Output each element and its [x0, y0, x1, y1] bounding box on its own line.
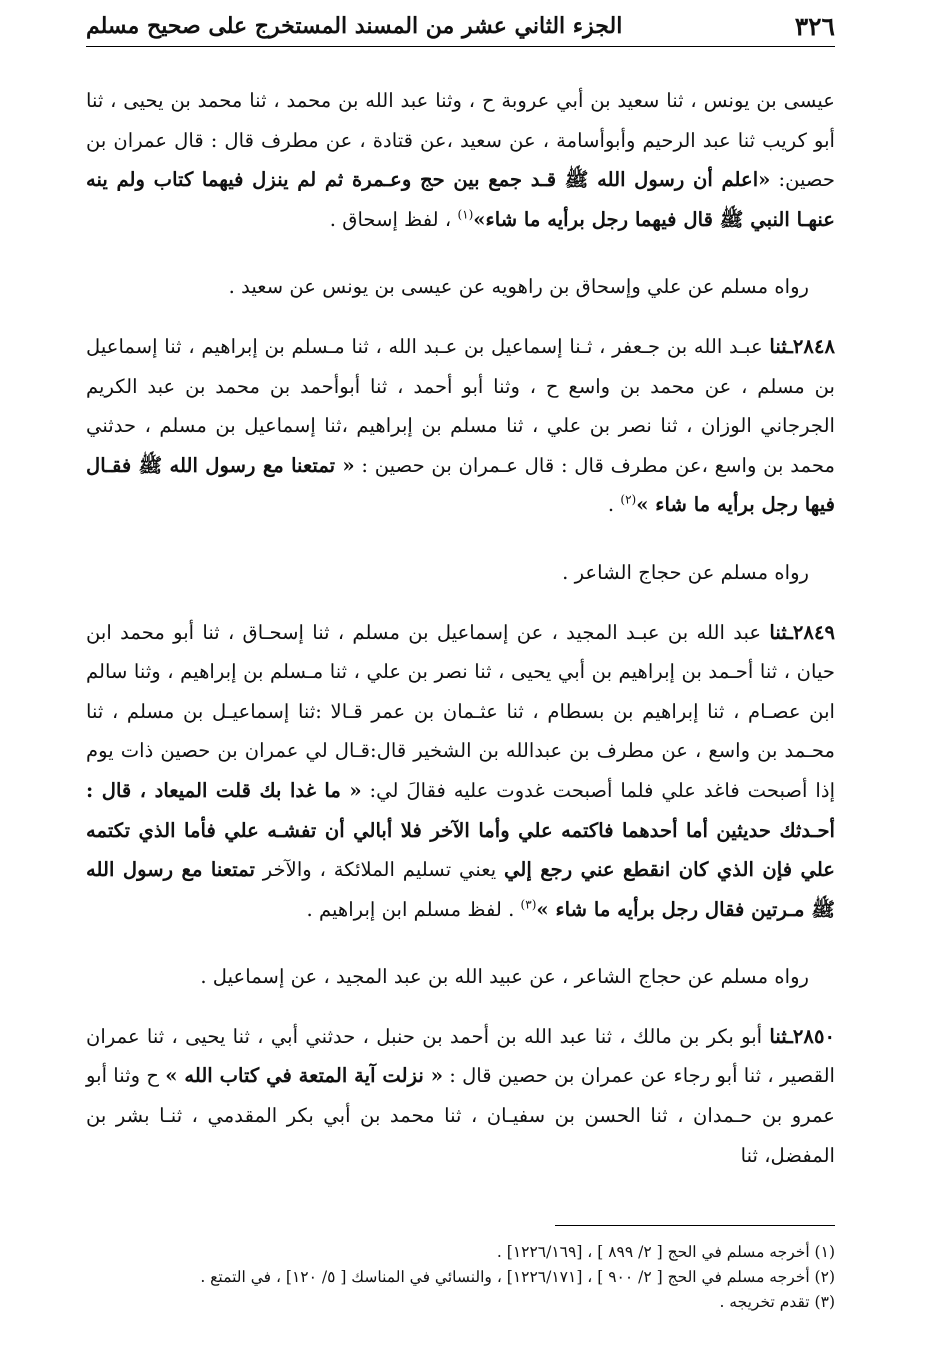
footnote-mark-3: (٣) — [520, 897, 537, 912]
riwaya-2848: رواه مسلم عن حجاج الشاعر . — [562, 560, 809, 584]
main-text — [86, 81, 835, 1175]
footnote-rule — [555, 1225, 835, 1226]
footnote: (١) أخرجه مسلم في الحج [ ٢/ ٨٩٩ ] ، [١٢٢٦/١٦٩] . — [496, 1243, 835, 1262]
hadith-2849-mid: يعني تسليم الملائكة ، والآخر — [254, 858, 505, 882]
footnote-mark-1: (١) — [457, 207, 474, 222]
hadith-2849 — [86, 613, 835, 930]
header-rule — [86, 46, 835, 47]
hadith-number-2850: ٢٨٥٠ـثنا — [769, 1024, 835, 1048]
footnote: (٢) أخرجه مسلم في الحج [ ٢/ ٩٠٠ ] ، [١٢٢٦/١٧١] ، والنسائي في المناسك [ ٥/ ١٢٠] ، في التمتع . — [200, 1268, 835, 1287]
riwaya-2849: رواه مسلم عن حجاج الشاعر ، عن عبيد الله بن عبد المجيد ، عن إسماعيل . — [200, 965, 809, 989]
footnote: (٣) تقدم تخريجه . — [719, 1293, 835, 1312]
hadith-2850-chain-a: أبو بكر بن مالك ، ثنا عبد الله بن أحمد بن حنبل ، حدثني أبي ، ثنا يحيى ، ثنا عمران القصير ، ثنا أبو رجاء عن عمران بن حصين قال : — [86, 1024, 836, 1088]
hadith-2848-end: . — [607, 493, 621, 517]
hadith-2849-quote-b: تمتعنا مع رسول الله ﷺ مـرتين فقال رجل برأيه ما شاء » — [86, 858, 835, 921]
riwaya-intro: رواه مسلم عن علي وإسحاق بن راهويه عن عيسى بن يونس عن سعيد . — [228, 275, 809, 299]
running-title: الجزء الثاني عشر من المسند المستخرج على صحيح مسلم — [86, 13, 623, 39]
intro-end: ، لفظ إسحاق . — [329, 207, 458, 231]
running-head — [86, 0, 835, 46]
hadith-2850-quote: « نزلت آية المتعة في كتاب الله » — [165, 1064, 443, 1088]
footnote-mark-2: (٢) — [620, 492, 637, 507]
hadith-2850-chain-b: ح وثنا أبو عمرو بن حـمدان ، ثنا الحسن بن سفيـان ، ثنا محمد بن أبي بكر المقدمي ، ثنـا بشر بن المفضل، ثنا — [86, 1064, 835, 1167]
page-number: ٣٢٦ — [794, 11, 835, 41]
hadith-2848 — [86, 327, 835, 525]
intro-paragraph — [86, 81, 835, 239]
intro-quote: «اعلم أن رسول الله ﷺ قـد جمع بين حج وعـمرة ثم لم ينزل فيهما كتاب ولم ينه عنهـا النبي ﷺ قال فيهما رجل برأيه ما شاء» — [86, 168, 835, 231]
hadith-2848-quote: « تمتعنا مع رسول الله ﷺ فقـال فيها رجل برأيه ما شاء » — [86, 453, 835, 517]
hadith-number-2849: ٢٨٤٩ـثنا — [769, 620, 835, 644]
footnotes — [86, 1240, 835, 1315]
hadith-2849-quote-a: « ما غدا بك قلت الميعاد ، قال : أحـدثك حديثين أما أحدهما فاكتمه علي وأما الآخر فلا أبالي أن تفشـه علي فأما الذي تكتمه علي فإن الذي كان انقطع عني رجع إلي — [86, 778, 836, 882]
intro-chain: عيسى بن يونس ، ثنا سعيد بن أبي عروبة ح ، وثنا عبد الله بن محمد ، ثنا محمد بن يحيى ، ثنا أبو كريب ثنا عبد الرحيم وأبوأسامة ، عن سعيد ،عن قتادة ، عن مطرف قال : قال عمران بن حصين: — [86, 89, 836, 192]
hadith-number-2848: ٢٨٤٨ـثنا — [769, 334, 835, 358]
hadith-2848-chain: عبـد الله بن جـعفر ، ثـنا إسماعيل بن عـبد الله ، ثنا مـسلم بن إبراهيم ، ثنا إسماعيل بن مسلم ، عن محمد بن واسع ح ، وثنا أبو أحمد ، ثنا أبوأحمد بن محمد بن عبد الكريم الجرجاني الوزان ، ثنا نصر بن علي ، ثنا مسلم بن إبراهيم ،ثنا إسماعيل بن مسلم ، حدثني محمد بن واسع ،عن مطرف قال : قال عـمران بن حصين : — [86, 334, 835, 477]
hadith-2849-chain: عبد الله بن عبـد المجيد ، عن إسماعيل بن مسلم ، ثنا إسحـاق ، ثنا أبو محمد ابن حيان ، ثنا أحـمد بن إبراهيم بن أبي يحيى ، ثنا نصر بن علي ، ثنا مـسلم بن إبراهيم ، وثنا سالم ابن عصـام ، ثنا إبراهيم بن بسطام ، ثنا عثـمان بن عمر قـالا :ثنا إسماعيـل بن مسلم ، ثنا محـمد بن واسع ، عن مطرف بن عبدالله بن الشخير قال:قـال لي عمران بن حصين ذات يوم إذا أصبحت فاغد علي فلما أصبحت غدوت عليه فقالَ لي: — [86, 620, 836, 802]
hadith-2850 — [86, 1017, 835, 1175]
hadith-2849-end: . لفظ مسلم ابن إبراهيم . — [306, 897, 521, 921]
